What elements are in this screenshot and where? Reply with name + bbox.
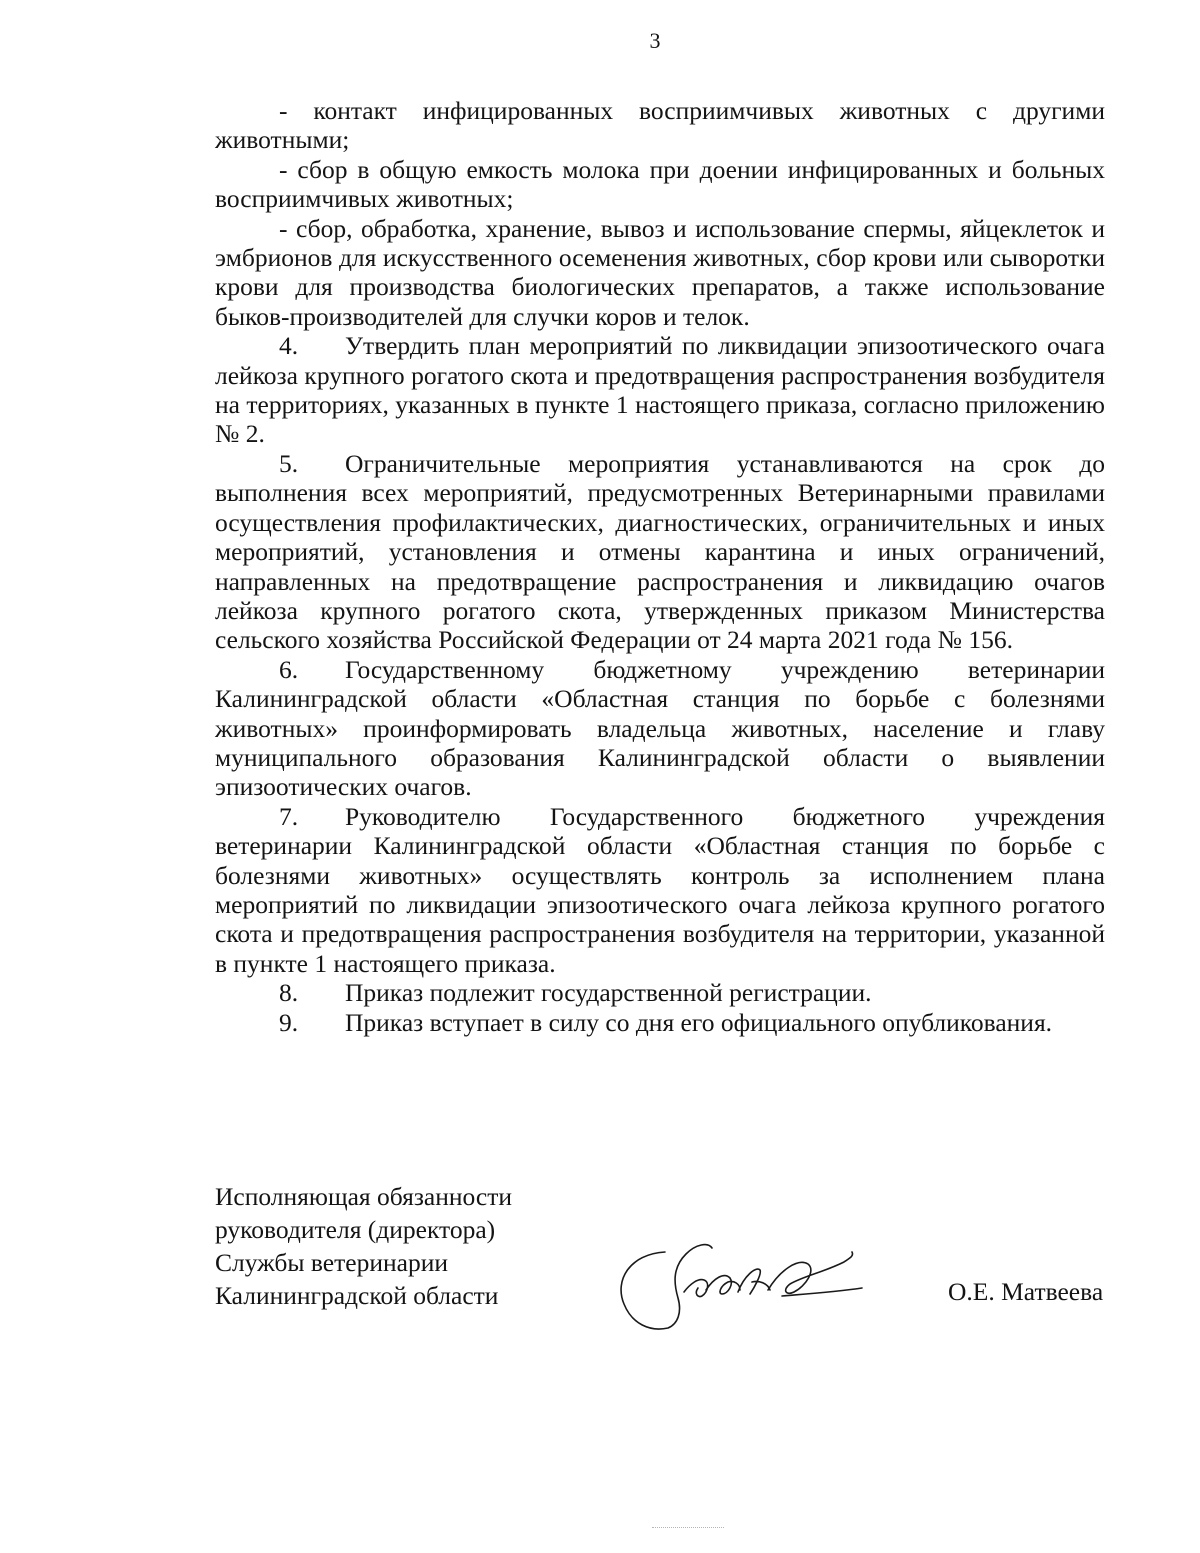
position-line: Службы ветеринарии — [215, 1248, 448, 1277]
bullet-item: - сбор, обработка, хранение, вывоз и использование спермы, яйцеклеток и эмбрионов для искусственного осеменения животных, сбор крови или сыворотки крови для производства биологических препаратов, а также использование быков-производителей для случки коров и телок. — [215, 213, 1105, 331]
position-line: руководителя (директора) — [215, 1215, 496, 1244]
signatory-name: О.Е. Матвеева — [948, 1277, 1104, 1306]
bullet-item: - контакт инфицированных восприимчивых животных с другими животными; — [215, 96, 1105, 155]
scan-artifact — [652, 1527, 724, 1530]
page-number: 3 — [649, 28, 661, 53]
numbered-item-4 — [215, 331, 1105, 449]
bullet-item: - сбор в общую емкость молока при доении инфицированных и больных восприимчивых животных; — [215, 154, 1105, 214]
signatory-position — [215, 1180, 512, 1312]
numbered-item-7 — [215, 802, 1105, 978]
numbered-item-5 — [215, 449, 1105, 655]
numbered-item-6 — [215, 655, 1105, 802]
item-text: Государственному бюджетному учреждению ветеринарии Калининградской области «Областная станция по борьбе с болезнями животных» проинформировать владельца животных, население и главу муниципального образования Калининградской области о выявлении эпизоотических очагов. — [215, 654, 1105, 802]
numbered-item-9 — [215, 1008, 1105, 1037]
handwritten-signature — [610, 1232, 900, 1342]
item-number: 6. — [279, 654, 299, 684]
item-text: Ограничительные мероприятия устанавливаются на срок до выполнения всех мероприятий, предусмотренных Ветеринарными правилами осуществления профилактических, диагностических, ограничительных и иных мероприятий, установления и отмены карантина и иных ограничений, направленных на предотвращение распространения и ликвидацию очагов лейкоза крупного рогатого скота, утвержденных приказом Министерства сельского хозяйства Российской Федерации от 24 марта 2021 года № 156. — [215, 448, 1105, 655]
position-line: Исполняющая обязанности — [215, 1182, 512, 1211]
item-text: Руководителю Государственного бюджетного учреждения ветеринарии Калининградской области «Областная станция по борьбе с болезнями животных» осуществлять контроль за исполнением плана мероприятий по ликвидации эпизоотического очага лейкоза крупного рогатого скота и предотвращения распространения возбудителя на территории, указанной в пункте 1 настоящего приказа. — [215, 801, 1105, 978]
item-number: 7. — [279, 801, 299, 831]
item-number: 9. — [279, 1007, 299, 1037]
item-number: 4. — [279, 331, 299, 361]
item-number: 5. — [279, 448, 299, 478]
item-number: 8. — [279, 978, 299, 1008]
numbered-item-8 — [215, 978, 1105, 1007]
position-line: Калининградской области — [215, 1281, 499, 1310]
item-text: Приказ вступает в силу со дня его официального опубликования. — [345, 1007, 1053, 1037]
document-body — [215, 96, 1105, 1037]
item-text: Приказ подлежит государственной регистрации. — [345, 978, 872, 1008]
item-text: Утвердить план мероприятий по ликвидации эпизоотического очага лейкоза крупного рогатого скота и предотвращения распространения возбудителя на территориях, указанных в пункте 1 настоящего приказа, согласно приложению № 2. — [215, 331, 1105, 449]
